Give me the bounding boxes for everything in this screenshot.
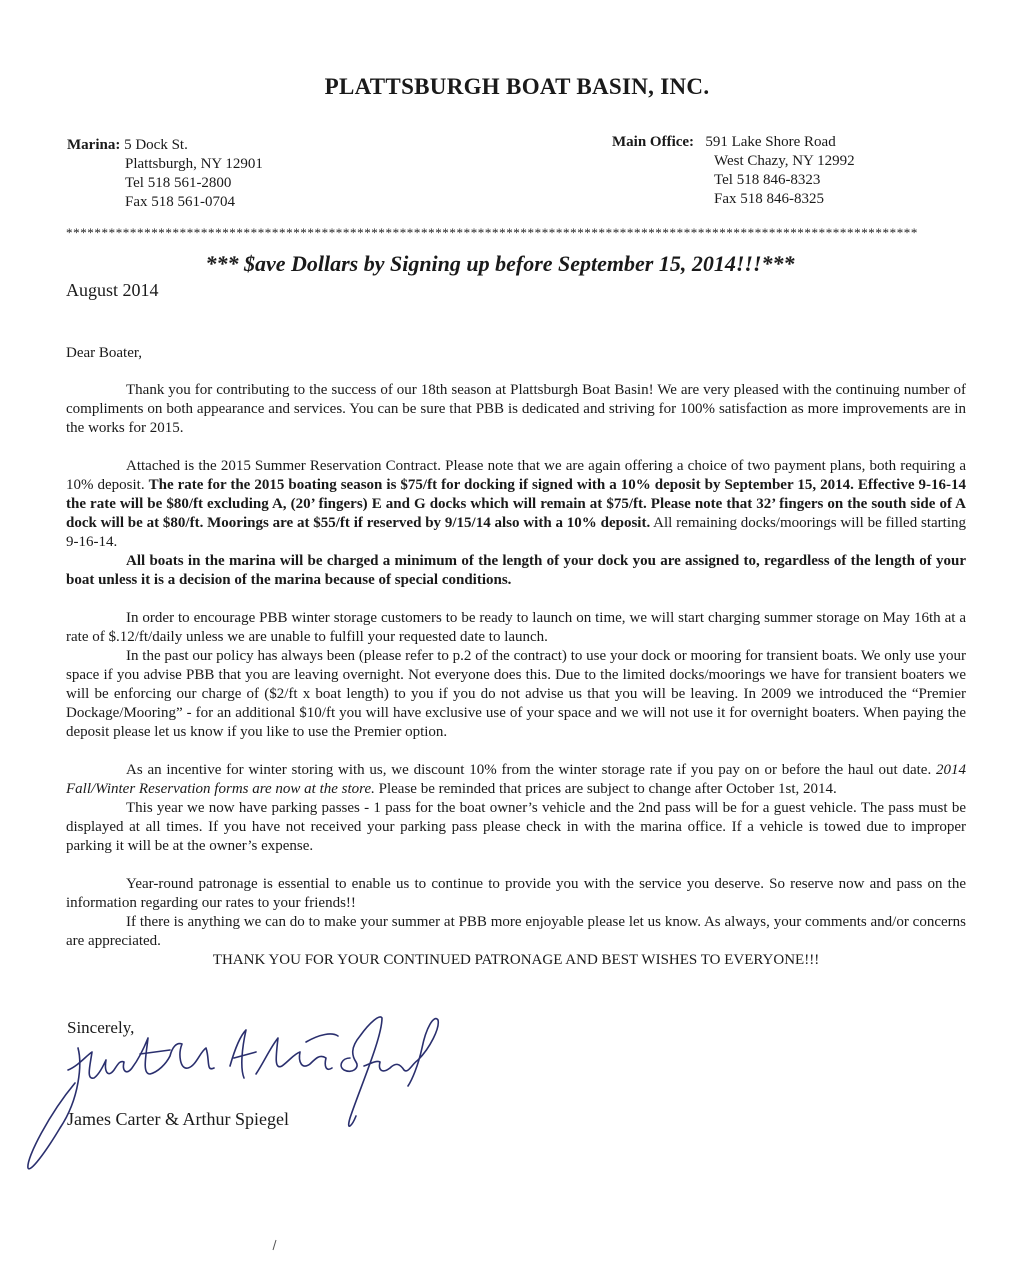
main-office-city: West Chazy, NY 12992 [714,153,855,169]
price-change-note: Please be reminded that prices are subject to change after October 1st, 2014. [374,781,837,797]
handwritten-signatures [20,995,460,1178]
company-title: PLATTSBURGH BOAT BASIN, INC. [324,74,710,99]
marina-street: 5 Dock St. [124,137,188,153]
winter-forms-note: 2014 Fall/Winter Reservation forms are now at the store. [66,762,966,797]
salutation: Dear Boater, [66,345,143,361]
asterisk-divider: ************************************************************************************************************************ [66,225,918,240]
rates-remaining-text: All remaining docks/moorings will be filled starting 9-16-14. [66,515,967,550]
main-office-tel: Tel 518 846-8323 [714,172,821,188]
pen-mark-icon [270,1238,280,1252]
rates-intro-text: Attached is the 2015 Summer Reservation Contract. Please note that we are again offering a choice of two payment plans, both requiring a 10% deposit. [66,458,966,493]
main-office-fax: Fax 518 846-8325 [714,191,824,207]
winter-incentive-text: As an incentive for winter storing with us, we discount 10% from the winter storage rate if you pay on or before the haul out date. [126,762,936,778]
marina-city: Plattsburgh, NY 12901 [125,156,263,172]
signature-text: James Carter Arthur Spiegel [20,995,201,1012]
letter-body [66,381,966,970]
paragraph-rates [66,457,966,552]
paragraph-intro: Thank you for contributing to the success of our 18th season at Plattsburgh Boat Basin! We are very pleased with the continuing number of compliments on both appearance and services. You can be sure that PBB is dedicated and striving for 100% satisfaction as more improvements are in the works for 2015. [66,382,966,436]
paragraph-feedback: If there is anything we can do to make your summer at PBB more enjoyable please let us know. As always, your comments and/or concerns are appreciated. [66,914,966,949]
paragraph-patronage: Year-round patronage is essential to enable us to continue to provide you with the service you deserve. So reserve now and pass on the information regarding our rates to your friends!! [66,876,966,911]
letter-date: August 2014 [66,280,159,300]
main-office-street: 591 Lake Shore Road [705,134,836,150]
marina-tel: Tel 518 561-2800 [125,175,232,191]
minimum-charge-text: All boats in the marina will be charged a minimum of the length of your dock you are assigned to, regardless of the length of your boat unless it is a decision of the marina because of special conditions. [66,553,966,588]
main-office-label: Main Office: [612,134,695,150]
promo-headline: *** $ave Dollars by Signing up before September 15, 2014!!!*** [205,251,795,276]
closing-thanks: THANK YOU FOR YOUR CONTINUED PATRONAGE AND BEST WISHES TO EVERYONE!!! [212,952,820,968]
marina-fax: Fax 518 561-0704 [125,194,235,210]
paragraph-minimum-charge [66,552,966,590]
marina-label: Marina: [67,137,121,153]
main-office-address [612,133,855,209]
paragraph-transient-policy: In the past our policy has always been (please refer to p.2 of the contract) to use your dock or mooring for transient boats. We only use your space if you advise PBB that you are leaving overnight. Not everyone does this. Due to the limited docks/moorings we have for transient boaters we will be enforcing our charge of ($2/ft x boat length) to you if you do not advise us that you will be leaving. In 2009 we introduced the “Premier Dockage/Mooring” - for an additional $10/ft you will have exclusive use of your space and we will not use it for overnight boaters. When paying the deposit please let us know if you like to use the Premier option. [66,648,966,740]
sincerely: Sincerely, [67,1018,135,1037]
signer-names: James Carter & Arthur Spiegel [67,1109,289,1129]
paragraph-winter-incentive [66,761,966,799]
paragraph-summer-storage: In order to encourage PBB winter storage customers to be ready to launch on time, we will start charging summer storage on May 16th at a rate of $.12/ft/daily unless we are unable to fulfill your requested date to launch. [66,610,966,645]
rates-bold-text: The rate for the 2015 boating season is $75/ft for docking if signed with a 10% deposit by September 15, 2014. Effective 9-16-14 the rate will be $80/ft excluding A, (20’ fingers) E and G docks which will remain at $75/ft. Please note that 32’ fingers on the south side of A dock will be at $80/ft. Moorings are at $55/ft if reserved by 9/15/14 also with a 10% deposit. [66,477,967,531]
marina-address [67,136,263,212]
paragraph-parking: This year we now have parking passes - 1 pass for the boat owner’s vehicle and the 2nd pass will be for a guest vehicle. The pass must be displayed at all times. If you have not received your parking pass please check in with the marina office. If a vehicle is towed due to improper parking it will be at the owner’s expense. [66,800,966,854]
